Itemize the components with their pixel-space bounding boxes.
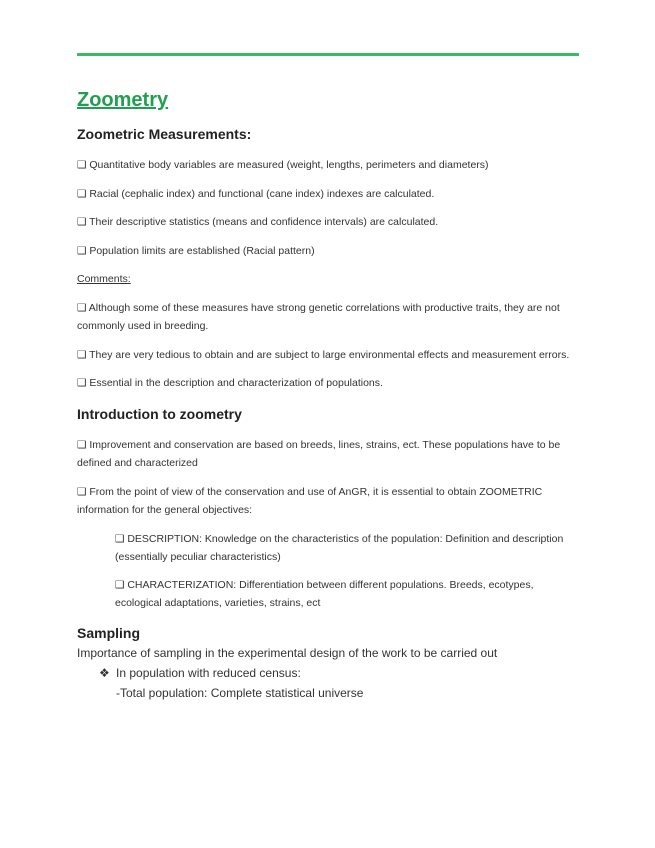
intro-sub-item-description: ❑ DESCRIPTION: Knowledge on the characteristics of the population: Definition and description (essentially peculiar characteristics) xyxy=(115,532,564,563)
comment-item-2: ❑ They are very tedious to obtain and are subject to large environmental effects and measurement errors. xyxy=(77,348,570,361)
comment-item-1: ❑ Although some of these measures have strong genetic correlations with productive traits, they are not commonly used in breeding. xyxy=(77,301,560,332)
sampling-intro: Importance of sampling in the experimental design of the work to be carried out xyxy=(77,645,498,660)
sampling-bullet xyxy=(77,663,582,683)
top-divider xyxy=(77,53,579,56)
intro-item-2: ❑ From the point of view of the conservation and use of AnGR, it is essential to obtain ZOOMETRIC information for the general objectives: xyxy=(77,485,543,516)
document-title: Zoometry xyxy=(77,89,169,111)
comment-item-3: ❑ Essential in the description and characterization of populations. xyxy=(77,377,383,389)
intro-sub-item-characterization: ❑ CHARACTERIZATION: Differentiation between different populations. Breeds, ecotypes, ecological adaptations, varieties, strains, ect xyxy=(115,578,534,609)
measurement-item-3: ❑ Their descriptive statistics (means and confidence intervals) are calculated. xyxy=(77,216,439,228)
heading-introduction: Introduction to zoometry xyxy=(77,405,242,422)
heading-zoometric-measurements: Zoometric Measurements: xyxy=(77,126,252,142)
measurement-item-2: ❑ Racial (cephalic index) and functional (cane index) indexes are calculated. xyxy=(77,187,435,200)
diamond-bullet-icon: ❖ xyxy=(99,665,110,680)
measurement-item-1: ❑ Quantitative body variables are measured (weight, lengths, perimeters and diameters) xyxy=(77,159,489,171)
heading-sampling: Sampling xyxy=(77,624,141,641)
intro-item-1: ❑ Improvement and conservation are based on breeds, lines, strains, ect. These populations have to be defined and characterized xyxy=(77,438,561,469)
document-content xyxy=(77,86,582,703)
comments-label: Comments: xyxy=(77,273,131,285)
sampling-bullet-text: In population with reduced census: xyxy=(116,665,301,680)
measurement-item-4: ❑ Population limits are established (Racial pattern) xyxy=(77,244,315,257)
sampling-sub-item: -Total population: Complete statistical universe xyxy=(116,685,364,700)
